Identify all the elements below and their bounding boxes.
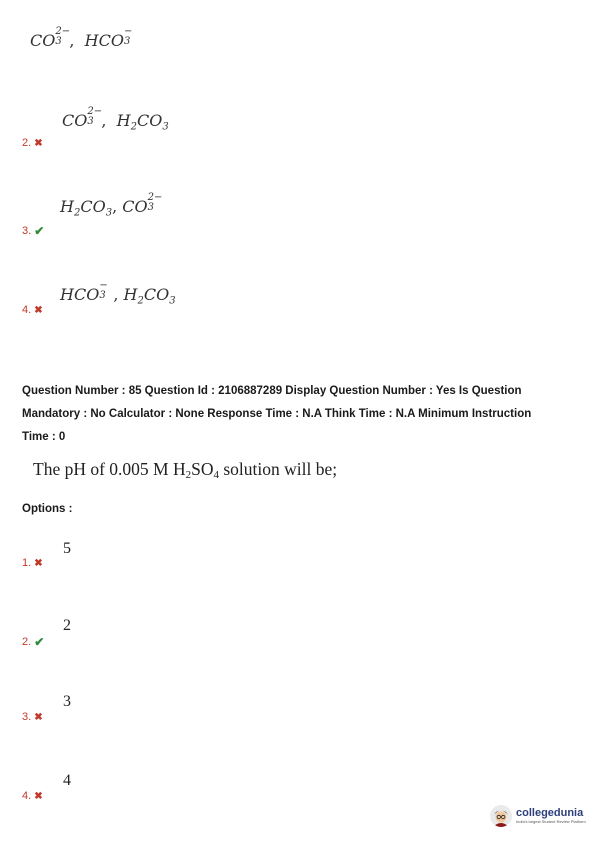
- prev-option-2-formula: CO 2− 3 , $H_2CO_3$: [62, 105, 169, 133]
- prev-option-4-number: 4. ✖: [22, 304, 43, 316]
- wrong-mark-icon: ✖: [34, 557, 43, 569]
- wrong-mark-icon: ✖: [34, 790, 43, 802]
- check-mark-icon: ✔: [34, 635, 45, 649]
- prev-option-4-formula: HCO − 3 , $H_2CO_3$: [60, 279, 176, 307]
- option-4-value: 4: [63, 772, 71, 789]
- prev-option-1-formula: CO 2− 3 , HCO − 3: [30, 25, 133, 50]
- metadata-line-3: Time : 0: [22, 431, 66, 443]
- option-3-number: 3. ✖: [22, 711, 43, 723]
- option-2-number: 2. ✔: [22, 635, 45, 649]
- prev-option-2-number: 2. ✖: [22, 137, 43, 149]
- option-3-value: 3: [63, 693, 71, 710]
- collegedunia-logo: [490, 805, 586, 827]
- option-4-number: 4. ✖: [22, 790, 43, 802]
- prev-option-3-formula: $H_2CO_3$, CO 2− 3: [60, 191, 163, 219]
- wrong-mark-icon: ✖: [34, 304, 43, 316]
- option-2-value: 2: [63, 617, 71, 634]
- metadata-line-2: Mandatory : No Calculator : None Response Time : N.A Think Time : N.A Minimum Instruction: [22, 408, 532, 420]
- prev-option-3-number: 3. ✔: [22, 224, 45, 238]
- student-avatar-icon: [490, 805, 512, 827]
- option-1-value: 5: [63, 540, 71, 557]
- options-label: Options :: [22, 503, 73, 515]
- option-1-number: 1. ✖: [22, 557, 43, 569]
- check-mark-icon: ✔: [34, 224, 45, 238]
- logo-tagline: India's largest Student Review Platform: [516, 819, 586, 824]
- metadata-line-1: Question Number : 85 Question Id : 2106887289 Display Question Number : Yes Is Question: [22, 385, 522, 397]
- logo-name: collegedunia: [516, 807, 584, 819]
- wrong-mark-icon: ✖: [34, 137, 43, 149]
- question-text: The pH of 0.005 M H2SO4 solution will be;: [33, 459, 338, 481]
- question-metadata: [22, 380, 582, 449]
- wrong-mark-icon: ✖: [34, 711, 43, 723]
